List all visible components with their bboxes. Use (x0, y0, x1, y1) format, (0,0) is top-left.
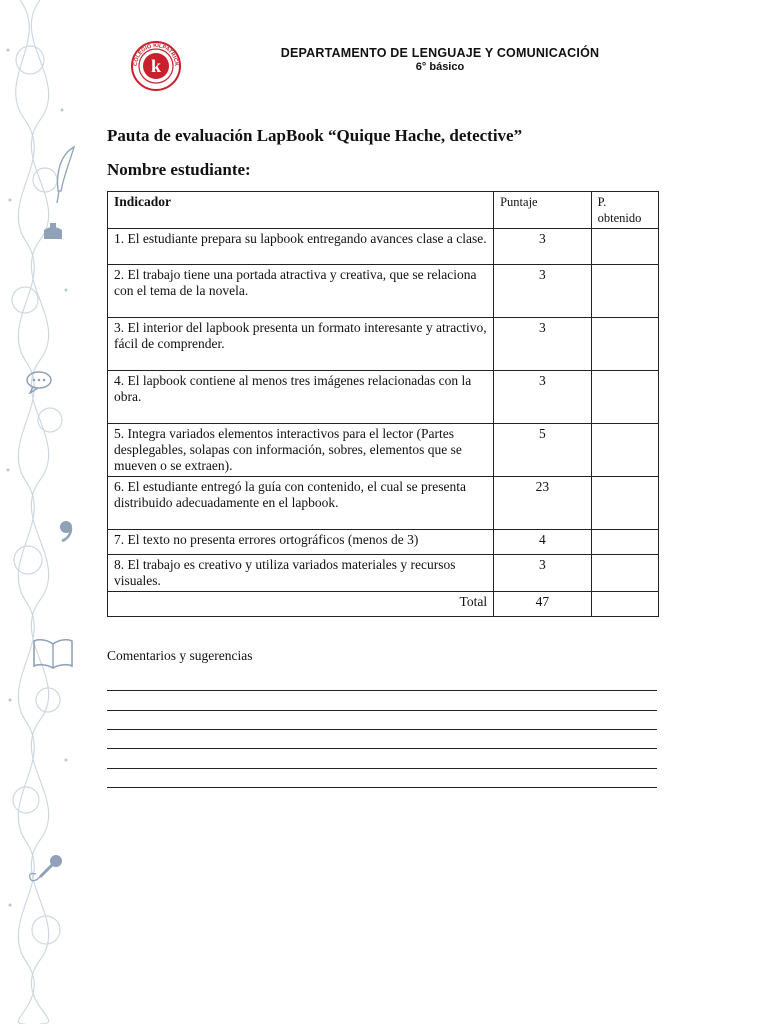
open-book-icon (32, 636, 74, 670)
header-obtained: P. obtenido (591, 192, 658, 229)
obtained-cell[interactable] (591, 477, 658, 530)
score-cell: 3 (494, 318, 592, 371)
indicator-cell: 2. El trabajo tiene una portada atractiva y creativa, que se relaciona con el tema de la novela. (108, 265, 494, 318)
comment-line[interactable] (107, 787, 657, 788)
score-cell: 3 (494, 371, 592, 424)
table-row (108, 555, 659, 592)
score-cell: 3 (494, 265, 592, 318)
table-row (108, 477, 659, 530)
score-cell: 23 (494, 477, 592, 530)
score-cell: 3 (494, 555, 592, 592)
obtained-cell[interactable] (591, 555, 658, 592)
feather-pen-icon (52, 145, 78, 205)
header-indicator: Indicador (108, 192, 494, 229)
obtained-cell[interactable] (591, 424, 658, 477)
indicator-cell: 3. El interior del lapbook presenta un formato interesante y atractivo, fácil de comprender. (108, 318, 494, 371)
comments-label: Comentarios y sugerencias (107, 648, 253, 663)
score-cell: 5 (494, 424, 592, 477)
total-row (108, 592, 659, 617)
obtained-cell[interactable] (591, 229, 658, 265)
indicator-cell: 1. El estudiante prepara su lapbook entregando avances clase a clase. (108, 229, 494, 265)
score-cell: 4 (494, 530, 592, 555)
microphone-icon (26, 852, 66, 888)
rubric-table (107, 191, 659, 617)
obtained-cell[interactable] (591, 265, 658, 318)
comment-line[interactable] (107, 768, 657, 769)
header-score: Puntaje (494, 192, 592, 229)
table-row (108, 318, 659, 371)
student-name-label: Nombre estudiante: (107, 160, 251, 179)
table-row (108, 265, 659, 318)
document-header (130, 40, 690, 90)
comma-icon (58, 520, 74, 542)
speech-bubble-icon (25, 370, 53, 394)
comment-line[interactable] (107, 710, 657, 711)
obtained-cell[interactable] (591, 530, 658, 555)
table-row (108, 424, 659, 477)
total-obtained-cell[interactable] (591, 592, 658, 617)
comment-line[interactable] (107, 690, 657, 691)
page-title: Pauta de evaluación LapBook “Quique Hache, detective” (107, 126, 523, 145)
indicator-cell: 4. El lapbook contiene al menos tres imágenes relacionadas con la obra. (108, 371, 494, 424)
obtained-cell[interactable] (591, 318, 658, 371)
table-row (108, 229, 659, 265)
total-value: 47 (494, 592, 592, 617)
indicator-cell: 7. El texto no presenta errores ortográficos (menos de 3) (108, 530, 494, 555)
school-logo (130, 40, 182, 92)
department-name: DEPARTAMENTO DE LENGUAJE Y COMUNICACIÓN (280, 46, 600, 60)
logo-letter: k (150, 56, 162, 76)
logo-ring-text: COLEGIO KILPATRICK (132, 42, 180, 67)
score-cell: 3 (494, 229, 592, 265)
table-row (108, 371, 659, 424)
obtained-cell[interactable] (591, 371, 658, 424)
comment-line[interactable] (107, 748, 657, 749)
total-label: Total (108, 592, 494, 617)
indicator-cell: 8. El trabajo es creativo y utiliza variados materiales y recursos visuales. (108, 555, 494, 592)
indicator-cell: 6. El estudiante entregó la guía con contenido, el cual se presenta distribuido adecuadamente en el lapbook. (108, 477, 494, 530)
ink-bottle-icon (42, 222, 64, 240)
table-row (108, 530, 659, 555)
grade-level: 6° básico (415, 61, 465, 73)
indicator-cell: 5. Integra variados elementos interactivos para el lector (Partes desplegables, solapas con información, sobres, elementos que se mueven o se extraen). (108, 424, 494, 477)
comment-line[interactable] (107, 729, 657, 730)
table-header-row (108, 192, 659, 229)
